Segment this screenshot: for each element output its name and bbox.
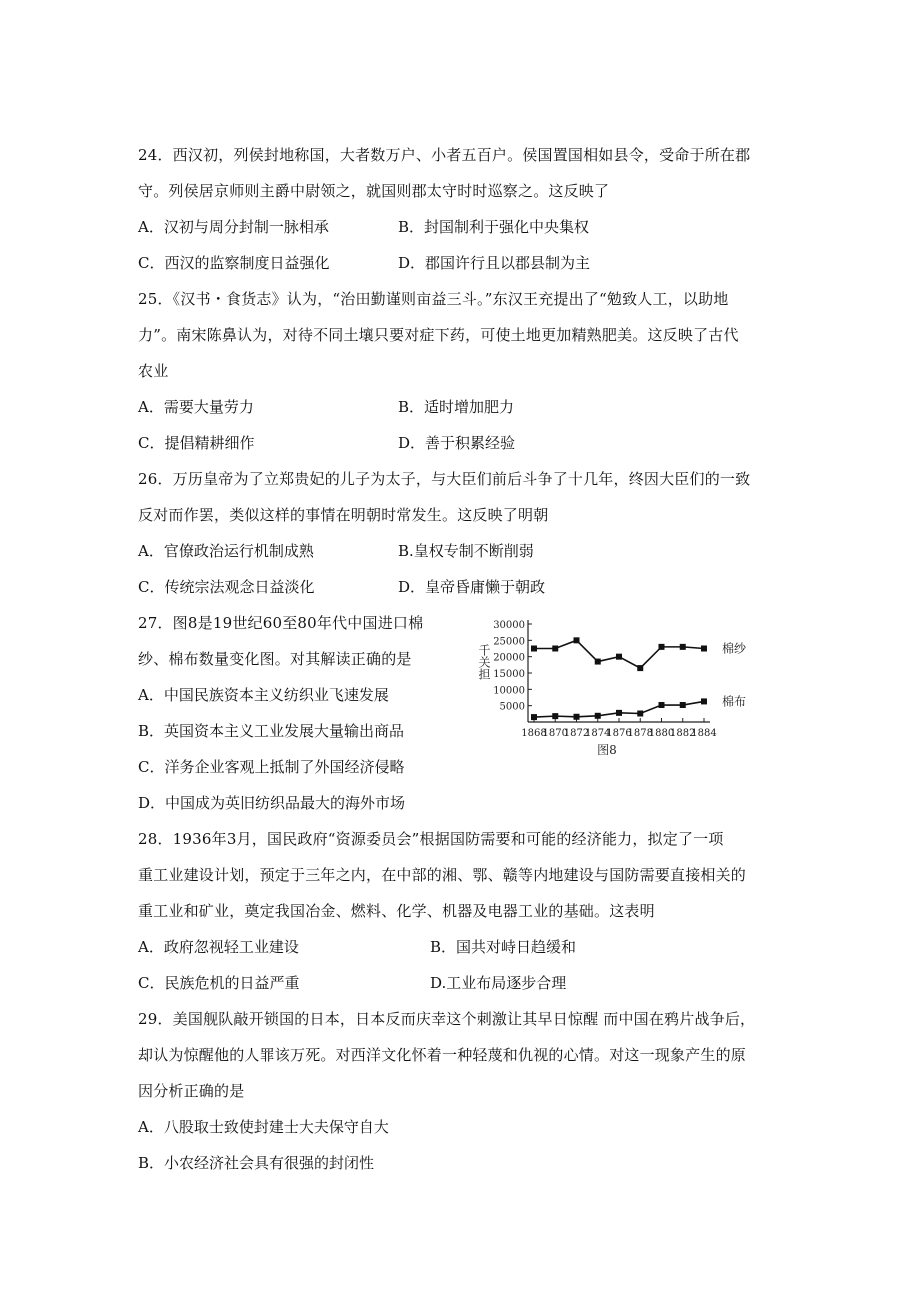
q25-option-b[interactable]: B．适时增加肥力	[398, 398, 515, 416]
series-1-point	[531, 714, 537, 720]
q28-option-b[interactable]: B．国共对峙日趋缓和	[430, 938, 577, 956]
figure-caption: 图8	[597, 743, 617, 757]
y-tick-label: 10000	[493, 685, 525, 697]
q26-option-c[interactable]: C．传统宗法观念日益淡化	[138, 578, 315, 596]
q27-option-d[interactable]: D．中国成为英旧纺织品最大的海外市场	[138, 794, 406, 812]
x-tick-label: 1882	[670, 728, 696, 739]
y-tick-label: 30000	[493, 620, 525, 631]
series-0-point	[595, 659, 601, 665]
q29-option-b[interactable]: B．小农经济社会具有很强的封闭性	[138, 1154, 375, 1172]
q24-line-2: 守。列侯居京师则主爵中尉领之，就国则郡太守时时巡察之。这反映了	[138, 182, 610, 200]
q24-option-d[interactable]: D．郡国许行且以郡县制为主	[398, 254, 591, 272]
q28-line-2: 重工业建设计划，预定于三年之内，在中部的湘、鄂、赣等内地建设与国防需要直接相关的	[138, 866, 747, 884]
series-1-point	[680, 702, 686, 708]
x-tick-label: 1884	[691, 728, 717, 739]
series-0-point	[701, 646, 707, 652]
y-tick-label: 25000	[493, 636, 525, 648]
q25-line-1: 25．《汉书・食货志》认为，“治田勤谨则亩益三斗。”东汉王充提出了“勉致人工，以助地	[138, 290, 729, 308]
x-tick-label: 1868	[521, 728, 547, 739]
q24-option-a[interactable]: A．汉初与周分封制一脉相承	[138, 218, 329, 236]
q27-line-1: 27．图8是19世纪60至80年代中国进口棉	[138, 614, 424, 632]
q26-line-1: 26．万历皇帝为了立郑贵妃的儿子为太子，与大臣们前后斗争了十几年，终因大臣们的一致	[138, 470, 751, 488]
series-label: 棉布	[722, 694, 747, 709]
series-1-point	[637, 711, 643, 717]
series-0-point	[616, 654, 622, 660]
x-tick-label: 1870	[542, 728, 568, 739]
q27-option-c[interactable]: C．洋务企业客观上抵制了外国经济侵略	[138, 758, 405, 776]
q29-line-2: 却认为惊醒他的人罪该万死。对西洋文化怀着一种轻蔑和仇视的心情。对这一现象产生的原	[138, 1046, 747, 1064]
y-tick-label: 5000	[499, 701, 525, 713]
x-tick-label: 1880	[648, 728, 675, 739]
series-label: 棉纱	[722, 641, 747, 656]
q26-option-a[interactable]: A．官僚政治运行机制成熟	[138, 542, 314, 560]
q26-option-b[interactable]: B.皇权专制不断削弱	[398, 542, 534, 560]
series-1-point	[595, 713, 601, 719]
y-axis-label: 千关担	[477, 644, 491, 680]
series-0-point	[637, 665, 643, 671]
series-0-point	[574, 637, 580, 643]
series-1-point	[552, 713, 558, 719]
q25-line-3: 农业	[138, 362, 169, 380]
q25-option-a[interactable]: A．需要大量劳力	[138, 398, 254, 416]
q27-option-a[interactable]: A．中国民族资本主义纺织业飞速发展	[138, 686, 389, 704]
q29-option-a[interactable]: A．八股取士致使封建士大夫保守自大	[138, 1118, 389, 1136]
q26-line-2: 反对而作罢，类似这样的事情在明朝时常发生。这反映了明朝	[138, 506, 549, 524]
q26-option-d[interactable]: D．皇帝昏庸懒于朝政	[398, 578, 546, 596]
figure-8-line-chart	[470, 612, 770, 762]
x-tick-label: 1874	[585, 728, 611, 739]
series-1-point	[701, 698, 707, 704]
q29-line-1: 29．美国舰队敲开锁国的日本，日本反而庆幸这个刺激让其早日惊醒 而中国在鸦片战争后，	[138, 1010, 756, 1028]
series-0-point	[680, 644, 686, 650]
x-tick-label: 1872	[563, 728, 590, 739]
series-0-point	[531, 646, 537, 652]
q24-line-1: 24．西汉初，列侯封地称国，大者数万户、小者五百户。侯国置国相如县令，受命于所在郡	[138, 146, 751, 164]
q25-line-2: 力”。南宋陈鼻认为，对待不同土壤只要对症下药，可使土地更加精熟肥美。这反映了古代	[138, 326, 739, 344]
q28-line-1: 28．1936年3月，国民政府“资源委员会”根据国防需要和可能的经济能力，拟定了一项	[138, 830, 724, 848]
q28-option-a[interactable]: A．政府忽视轻工业建设	[138, 938, 299, 956]
series-1-point	[616, 710, 622, 716]
x-tick-label: 1876	[606, 728, 632, 739]
q24-option-b[interactable]: B．封国制利于强化中央集权	[398, 218, 590, 236]
series-0-point	[552, 646, 558, 652]
q25-option-d[interactable]: D．善于积累经验	[398, 434, 516, 452]
q28-option-d[interactable]: D.工业布局逐步合理	[430, 974, 567, 992]
q29-line-3: 因分析正确的是	[138, 1082, 245, 1100]
series-1-point	[659, 702, 665, 708]
x-tick-label: 1878	[627, 728, 653, 739]
series-0-point	[659, 644, 665, 650]
series-1-point	[574, 714, 580, 720]
q25-option-c[interactable]: C．提倡精耕细作	[138, 434, 255, 452]
q27-option-b[interactable]: B．英国资本主义工业发展大量输出商品	[138, 722, 405, 740]
y-tick-label: 15000	[493, 669, 525, 680]
q28-line-3: 重工业和矿业，奠定我国冶金、燃料、化学、机器及电器工业的基础。这表明	[138, 902, 655, 920]
q28-option-c[interactable]: C．民族危机的日益严重	[138, 974, 300, 992]
q27-line-2: 纱、棉布数量变化图。对其解读正确的是	[138, 650, 412, 668]
y-tick-label: 20000	[493, 652, 525, 664]
q24-option-c[interactable]: C．西汉的监察制度日益强化	[138, 254, 330, 272]
